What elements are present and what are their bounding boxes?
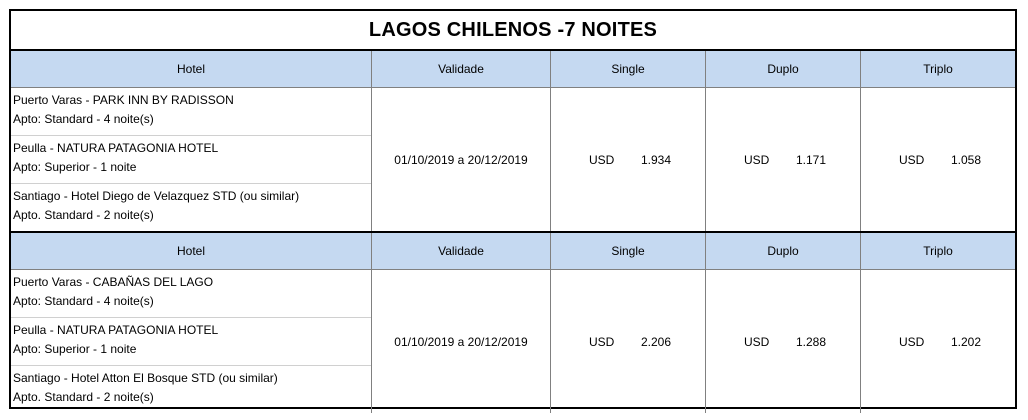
currency: USD bbox=[589, 152, 615, 167]
currency: USD bbox=[589, 334, 615, 349]
header-triplo: Triplo bbox=[923, 244, 953, 258]
header-single: Single bbox=[551, 233, 706, 269]
hotel-entry bbox=[11, 366, 371, 413]
hotel-entry bbox=[11, 136, 371, 184]
header-row bbox=[11, 51, 1015, 88]
price-table bbox=[9, 9, 1017, 409]
header-hotel: Hotel bbox=[11, 51, 372, 87]
hotel-room: Apto. Standard - 2 noite(s) bbox=[13, 390, 154, 404]
hotel-name: Puerto Varas - PARK INN BY RADISSON bbox=[13, 93, 234, 107]
duplo-price-cell bbox=[706, 88, 861, 231]
hotel-room: Apto: Standard - 4 noite(s) bbox=[13, 294, 154, 308]
hotel-room: Apto: Standard - 4 noite(s) bbox=[13, 112, 154, 126]
currency: USD bbox=[899, 334, 925, 349]
validade-cell: 01/10/2019 a 20/12/2019 bbox=[372, 270, 551, 413]
header-duplo: Duplo bbox=[706, 233, 861, 269]
currency: USD bbox=[899, 152, 925, 167]
hotel-list bbox=[11, 88, 372, 231]
hotel-entry bbox=[11, 318, 371, 366]
hotel-room: Apto: Superior - 1 noite bbox=[13, 160, 137, 174]
hotel-name: Santiago - Hotel Diego de Velazquez STD (ou similar) bbox=[13, 189, 300, 203]
header-validade: Validade bbox=[372, 233, 551, 269]
hotel-entry bbox=[11, 270, 371, 318]
single-price: 2.206 bbox=[640, 334, 671, 349]
hotel-name: Santiago - Hotel Atton El Bosque STD (ou similar) bbox=[13, 371, 278, 385]
duplo-price: 1.171 bbox=[795, 152, 826, 167]
hotel-list bbox=[11, 270, 372, 413]
hotel-entry bbox=[11, 88, 371, 136]
header-validade: Validade bbox=[372, 51, 551, 87]
single-price: 1.934 bbox=[640, 152, 671, 167]
hotel-room: Apto: Superior - 1 noite bbox=[13, 342, 137, 356]
duplo-price-cell bbox=[706, 270, 861, 413]
single-price-cell bbox=[551, 88, 706, 231]
hotel-name: Puerto Varas - CABAÑAS DEL LAGO bbox=[13, 275, 214, 289]
triplo-price-cell bbox=[861, 88, 1015, 231]
package-body bbox=[11, 270, 1015, 413]
header-single: Single bbox=[551, 51, 706, 87]
header-triplo: Triplo bbox=[923, 62, 953, 76]
duplo-price: 1.288 bbox=[795, 334, 826, 349]
package-body bbox=[11, 88, 1015, 231]
triplo-price: 1.202 bbox=[950, 334, 981, 349]
header-duplo: Duplo bbox=[706, 51, 861, 87]
package-block-2 bbox=[11, 233, 1015, 413]
single-price-cell bbox=[551, 270, 706, 413]
header-row bbox=[11, 233, 1015, 270]
validade-cell: 01/10/2019 a 20/12/2019 bbox=[372, 88, 551, 231]
header-hotel: Hotel bbox=[11, 233, 372, 269]
package-block-1 bbox=[11, 51, 1015, 233]
currency: USD bbox=[744, 334, 770, 349]
currency: USD bbox=[744, 152, 770, 167]
table-title: LAGOS CHILENOS -7 NOITES bbox=[11, 11, 1015, 51]
hotel-name: Peulla - NATURA PATAGONIA HOTEL bbox=[13, 141, 219, 155]
hotel-room: Apto. Standard - 2 noite(s) bbox=[13, 208, 154, 222]
triplo-price-cell bbox=[861, 270, 1015, 413]
hotel-entry bbox=[11, 184, 371, 231]
triplo-price: 1.058 bbox=[950, 152, 981, 167]
hotel-name: Peulla - NATURA PATAGONIA HOTEL bbox=[13, 323, 219, 337]
